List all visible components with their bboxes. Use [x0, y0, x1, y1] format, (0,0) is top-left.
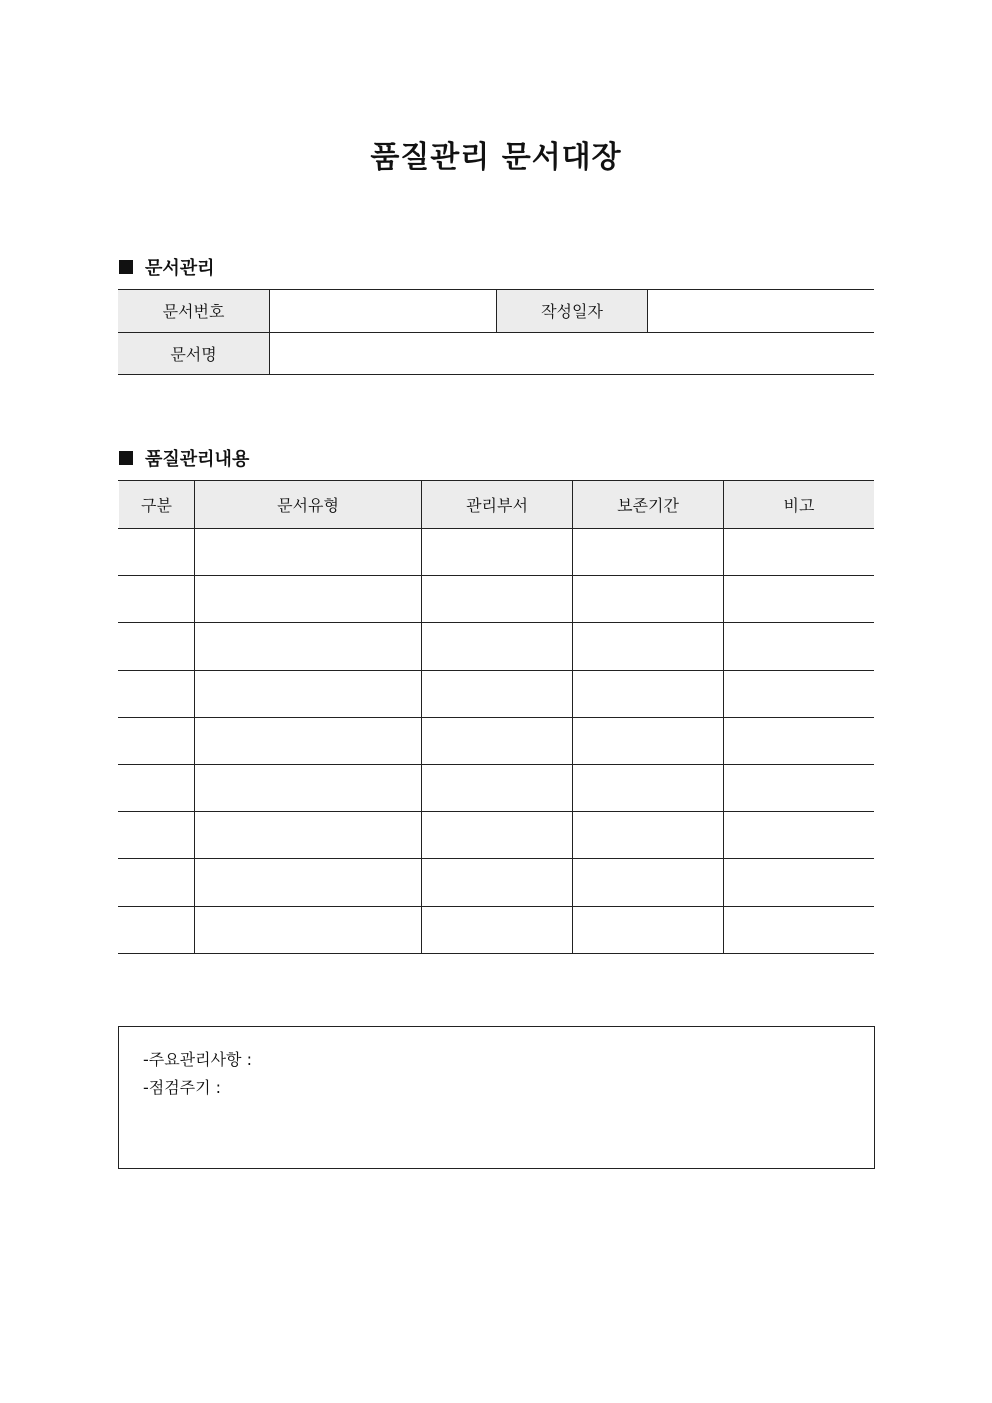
column-header-category: 구분 [119, 480, 194, 528]
table-cell-category[interactable] [119, 718, 194, 764]
table-cell-retention[interactable] [573, 812, 723, 858]
table-border [118, 670, 874, 671]
table-border [194, 480, 195, 953]
table-cell-remarks[interactable] [724, 623, 874, 669]
table-cell-category[interactable] [119, 765, 194, 811]
square-bullet-icon [119, 451, 133, 465]
table-cell-retention[interactable] [573, 529, 723, 575]
date-field[interactable] [648, 289, 874, 332]
table-cell-doc-type[interactable] [195, 812, 421, 858]
table-cell-department[interactable] [422, 812, 572, 858]
table-cell-remarks[interactable] [724, 907, 874, 953]
table-cell-retention[interactable] [573, 859, 723, 905]
table-cell-category[interactable] [119, 576, 194, 622]
table-cell-doc-type[interactable] [195, 718, 421, 764]
table-cell-department[interactable] [422, 859, 572, 905]
table-cell-doc-type[interactable] [195, 907, 421, 953]
table-cell-department[interactable] [422, 623, 572, 669]
section-heading-label: 문서관리 [145, 258, 215, 279]
table-cell-retention[interactable] [573, 718, 723, 764]
table-border [269, 289, 270, 375]
column-header-remarks: 비고 [724, 480, 874, 528]
table-cell-retention[interactable] [573, 623, 723, 669]
table-border [118, 480, 874, 481]
table-cell-category[interactable] [119, 812, 194, 858]
notes-inspection-cycle: -점검주기 : [143, 1078, 222, 1097]
table-border [572, 480, 573, 953]
table-border [118, 332, 874, 333]
table-cell-category[interactable] [119, 859, 194, 905]
table-cell-doc-type[interactable] [195, 529, 421, 575]
table-cell-doc-type[interactable] [195, 671, 421, 717]
table-border [118, 622, 874, 623]
table-cell-department[interactable] [422, 718, 572, 764]
table-cell-department[interactable] [422, 576, 572, 622]
table-border [118, 374, 874, 375]
table-border [118, 717, 874, 718]
table-cell-doc-type[interactable] [195, 859, 421, 905]
doc-number-label: 문서번호 [118, 289, 269, 332]
table-cell-doc-type[interactable] [195, 765, 421, 811]
table-cell-retention[interactable] [573, 765, 723, 811]
table-cell-category[interactable] [119, 671, 194, 717]
column-header-department: 관리부서 [422, 480, 572, 528]
table-border [118, 528, 874, 529]
doc-number-field[interactable] [270, 289, 496, 332]
table-cell-department[interactable] [422, 907, 572, 953]
table-cell-retention[interactable] [573, 576, 723, 622]
table-cell-category[interactable] [119, 907, 194, 953]
section-heading-quality-content [119, 445, 249, 471]
section-heading-label: 품질관리내용 [145, 449, 250, 470]
table-border [723, 480, 724, 953]
table-cell-department[interactable] [422, 765, 572, 811]
table-border [118, 575, 874, 576]
table-border [118, 811, 874, 812]
table-border [118, 764, 874, 765]
table-cell-remarks[interactable] [724, 812, 874, 858]
table-cell-doc-type[interactable] [195, 623, 421, 669]
table-cell-retention[interactable] [573, 671, 723, 717]
notes-key-items: -주요관리사항 : [143, 1050, 252, 1069]
page-title: 품질관리 문서대장 [370, 140, 622, 175]
table-cell-remarks[interactable] [724, 765, 874, 811]
table-cell-category[interactable] [119, 529, 194, 575]
table-cell-remarks[interactable] [724, 576, 874, 622]
table-border [118, 953, 874, 954]
table-cell-doc-type[interactable] [195, 576, 421, 622]
square-bullet-icon [119, 260, 133, 274]
table-cell-department[interactable] [422, 529, 572, 575]
doc-name-field[interactable] [270, 333, 874, 374]
notes-box[interactable] [118, 1026, 875, 1169]
column-header-doc-type: 문서유형 [195, 480, 421, 528]
table-border [118, 858, 874, 859]
table-border [421, 480, 422, 953]
table-border [496, 289, 497, 332]
table-cell-department[interactable] [422, 671, 572, 717]
table-cell-retention[interactable] [573, 907, 723, 953]
table-cell-category[interactable] [119, 623, 194, 669]
table-border [118, 906, 874, 907]
column-header-retention: 보존기간 [573, 480, 723, 528]
table-cell-remarks[interactable] [724, 859, 874, 905]
table-cell-remarks[interactable] [724, 718, 874, 764]
date-label: 작성일자 [497, 289, 647, 332]
section-heading-document-management [119, 254, 215, 280]
table-border [647, 289, 648, 332]
table-cell-remarks[interactable] [724, 529, 874, 575]
doc-name-label: 문서명 [118, 333, 269, 374]
table-cell-remarks[interactable] [724, 671, 874, 717]
